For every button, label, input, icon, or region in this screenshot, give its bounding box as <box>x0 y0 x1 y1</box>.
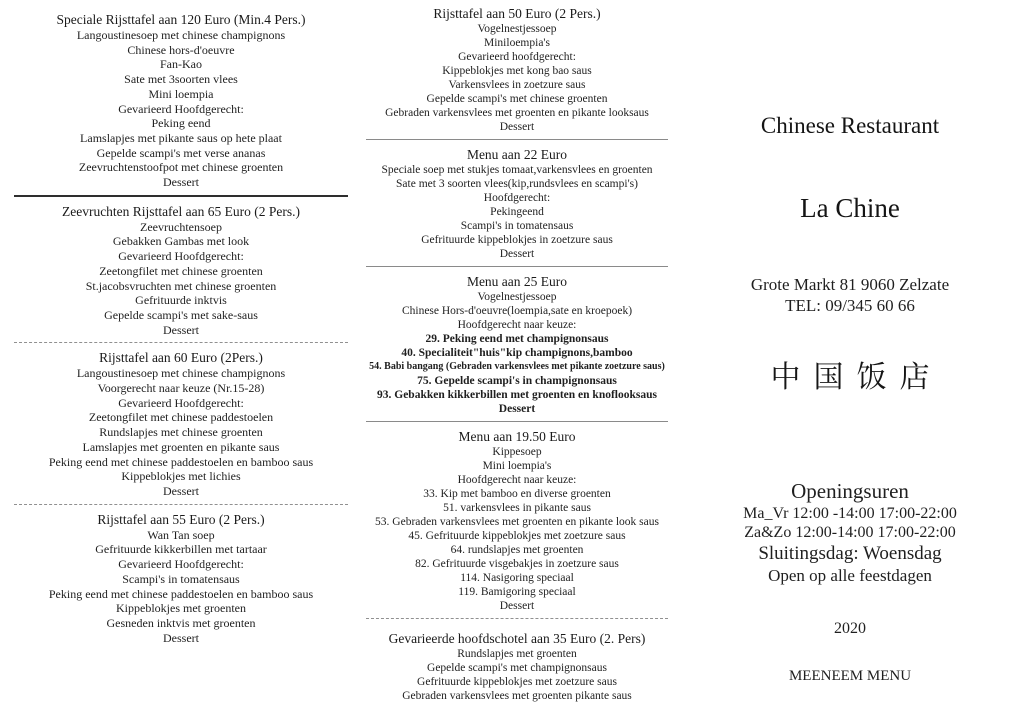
restaurant-type-heading: Chinese Restaurant <box>760 113 940 138</box>
menu-item-line: Gepelde scampi's met verse ananas <box>96 145 266 160</box>
menu-item-line: Lamslapjes met pikante saus op hete plaat <box>80 130 282 145</box>
menu-item-line: Langoustinesoep met chinese champignons <box>76 28 286 42</box>
menu-type-label: MEENEEM MENU <box>788 668 912 684</box>
menu-item-line: Kippeblokjes met groenten <box>116 601 246 616</box>
menu-item-line: Hoofdgerecht naar keuze: <box>457 319 577 331</box>
section-divider <box>14 195 348 197</box>
menu-section <box>14 204 348 338</box>
section-divider <box>14 504 348 505</box>
menu-section <box>366 429 668 613</box>
menu-item-line: Zeevruchtenstoofpot met chinese groenten <box>78 160 284 175</box>
menu-item-line: Gebraden varkensvlees met groenten pikante saus <box>402 690 632 702</box>
menu-item-line: Zeetongfilet met chinese groenten <box>99 263 263 278</box>
menu-item-line: Zeetongfilet met chinese paddestoelen <box>88 410 274 425</box>
menu-item-line: Scampi's in tomatensaus <box>122 571 240 586</box>
menu-item-line: Dessert <box>163 483 199 498</box>
menu-item-line: Gefrituurde inktvis <box>135 293 227 308</box>
section-divider <box>366 266 668 267</box>
menu-section <box>14 12 348 190</box>
menu-item-line: Gevarieerd Hoofdgerecht: <box>118 101 244 116</box>
menu-item-line: Dessert <box>163 322 199 337</box>
menu-item-line: Vogelnestjessoep <box>477 23 557 35</box>
menu-item-line: Langoustinesoep met chinese champignons <box>76 366 286 381</box>
section-divider <box>14 342 348 343</box>
weekend-hours: Za&Zo 12:00-14:00 17:00-22:00 <box>744 524 956 541</box>
menu-item-line: Peking eend <box>151 116 211 131</box>
menu-item-line: Hoofdgerecht naar keuze: <box>457 474 577 486</box>
menu-item-line: Gefrituurde kippeblokjes in zoetzure saus <box>421 234 613 246</box>
menu-item-line: 53. Gebraden varkensvlees met groenten en pikante look saus <box>375 516 659 528</box>
menu-section-title: Menu aan 25 Euro <box>466 274 568 289</box>
menu-item-line: Rundslapjes met chinese groenten <box>99 425 263 440</box>
menu-section-title: Menu aan 19.50 Euro <box>458 429 576 444</box>
menu-item-line: Gepelde scampi's met sake-saus <box>104 307 258 322</box>
menu-item-line: 33. Kip met bamboo en diverse groenten <box>423 488 611 500</box>
menu-section-title: Speciale Rijsttafel aan 120 Euro (Min.4 Pers.) <box>56 12 306 27</box>
menu-item-line: Lamslapjes met groenten en pikante saus <box>82 439 280 454</box>
menu-item-line: Dessert <box>499 600 535 612</box>
menu-section-title: Gevarieerde hoofdschotel aan 35 Euro (2. Pers) <box>388 631 646 646</box>
menu-item-line: Kippeblokjes met lichies <box>121 469 241 484</box>
menu-year: 2020 <box>834 620 866 637</box>
menu-item-line: St.jacobsvruchten met chinese groenten <box>85 278 277 293</box>
menu-item-line: Mini loempia <box>148 86 214 101</box>
menu-item-line: 51. varkensvlees in pikante saus <box>443 502 591 514</box>
menu-item-line: Sate met 3 soorten vlees(kip,rundsvlees en scampi's) <box>396 178 638 190</box>
section-divider <box>366 421 668 422</box>
menu-item-line: Dessert <box>499 248 535 260</box>
menu-item-line: Zeevruchtensoep <box>140 219 222 234</box>
menu-item-line: Pekingeend <box>490 206 544 218</box>
menu-item-line: Dessert <box>499 121 535 133</box>
menu-item-line: Gebraden varkensvlees met groenten en pikante looksaus <box>385 107 649 119</box>
menu-section-title: Menu aan 22 Euro <box>466 147 568 162</box>
menu-item-line: Varkensvlees in zoetzure saus <box>448 79 586 91</box>
menu-item-line: 119. Bamigoring speciaal <box>458 586 576 598</box>
menu-item-line: Dessert <box>163 630 199 645</box>
menu-section <box>14 512 348 646</box>
menu-item-line: Wan Tan soep <box>147 527 215 542</box>
restaurant-phone: TEL: 09/345 60 66 <box>785 296 915 315</box>
menu-item-line: Rundslapjes met groenten <box>457 648 577 660</box>
restaurant-info-panel <box>700 0 1000 686</box>
opening-hours-title: Openingsuren <box>791 479 909 503</box>
menu-item-line: Gevarieerd Hoofdgerecht: <box>118 395 244 410</box>
menu-item-line: Dessert <box>498 403 536 415</box>
menu-item-line: 64. rundslapjes met groenten <box>450 544 584 556</box>
menu-section <box>366 631 668 703</box>
menu-item-line: Gefrituurde kikkerbillen met tartaar <box>95 542 267 557</box>
menu-item-line: Sate met 3soorten vlees <box>124 72 238 87</box>
menu-item-line: Fan-Kao <box>160 57 202 72</box>
closing-day: Sluitingsdag: Woensdag <box>758 543 942 564</box>
menu-item-line: 75. Gepelde scampi's in champignonsaus <box>417 375 617 387</box>
menu-item-line: Gevarieerd hoofdgerecht: <box>458 51 576 63</box>
menu-item-line: Kippesoep <box>492 446 542 458</box>
menu-item-line: Peking eend met chinese paddestoelen en bamboo saus <box>48 586 314 601</box>
menu-item-line: Peking eend met chinese paddestoelen en bamboo saus <box>48 454 314 469</box>
menu-item-line: Voorgerecht naar keuze (Nr.15-28) <box>97 381 265 396</box>
menu-item-line: Gefrituurde kippeblokjes met zoetzure saus <box>417 676 617 688</box>
menu-column-middle <box>366 0 668 703</box>
menu-item-line: Chinese hors-d'oeuvre <box>127 42 235 57</box>
menu-item-line: Gevarieerd Hoofdgerecht: <box>118 557 244 572</box>
menu-item-line: Gevarieerd Hoofdgerecht: <box>118 249 244 264</box>
menu-item-line: 82. Gefrituurde visgebakjes in zoetzure saus <box>415 558 619 570</box>
menu-item-line: Gepelde scampi's met champignonsaus <box>427 662 607 674</box>
menu-item-line: 45. Gefrituurde kippeblokjes met zoetzure saus <box>408 530 626 542</box>
menu-section <box>366 147 668 261</box>
section-divider <box>366 139 668 140</box>
menu-item-line: Gesneden inktvis met groenten <box>106 615 256 630</box>
menu-section <box>366 6 668 134</box>
menu-item-line: 114. Nasigoring speciaal <box>460 572 574 584</box>
menu-item-line: Kippeblokjes met kong bao saus <box>442 65 592 77</box>
menu-item-line: Miniloempia's <box>484 37 550 49</box>
menu-section-title: Rijsttafel aan 50 Euro (2 Pers.) <box>433 6 601 21</box>
menu-item-line: 29. Peking eend met champignonsaus <box>425 333 609 345</box>
holidays-note: Open op alle feestdagen <box>768 566 932 585</box>
menu-item-line: Chinese Hors-d'oeuvre(loempia,sate en kroepoek) <box>401 305 633 317</box>
menu-item-line: Gebakken Gambas met look <box>112 234 250 249</box>
menu-item-line: Gepelde scampi's met chinese groenten <box>426 93 608 105</box>
menu-item-line: 40. Specialiteit"huis"kip champignons,bamboo <box>401 347 633 359</box>
section-divider <box>366 618 668 619</box>
menu-section-title: Rijsttafel aan 60 Euro (2Pers.) <box>99 350 263 366</box>
weekday-hours: Ma_Vr 12:00 -14:00 17:00-22:00 <box>743 505 957 522</box>
menu-item-line: Mini loempia's <box>482 460 552 472</box>
menu-item-line: Dessert <box>163 175 199 190</box>
menu-section-title: Rijsttafel aan 55 Euro (2 Pers.) <box>97 511 265 527</box>
menu-column-left <box>14 0 348 645</box>
menu-item-line: Vogelnestjessoep <box>477 291 557 303</box>
menu-item-line: Speciale soep met stukjes tomaat,varkensvlees en groenten <box>381 164 653 176</box>
restaurant-chinese-name: 中国饭店 <box>770 361 943 394</box>
menu-item-line: 54. Babi bangang (Gebraden varkensvlees met pikante zoetzure saus) <box>369 361 665 372</box>
menu-item-line: 93. Gebakken kikkerbillen met groenten en knoflooksaus <box>377 389 657 401</box>
menu-section <box>366 274 668 416</box>
restaurant-name: La Chine <box>800 193 900 223</box>
menu-item-line: Hoofdgerecht: <box>483 192 551 204</box>
restaurant-address: Grote Markt 81 9060 Zelzate <box>750 275 950 294</box>
menu-section-title: Zeevruchten Rijsttafel aan 65 Euro (2 Pers.) <box>61 203 301 219</box>
menu-section <box>14 350 348 498</box>
menu-item-line: Scampi's in tomatensaus <box>460 220 574 232</box>
